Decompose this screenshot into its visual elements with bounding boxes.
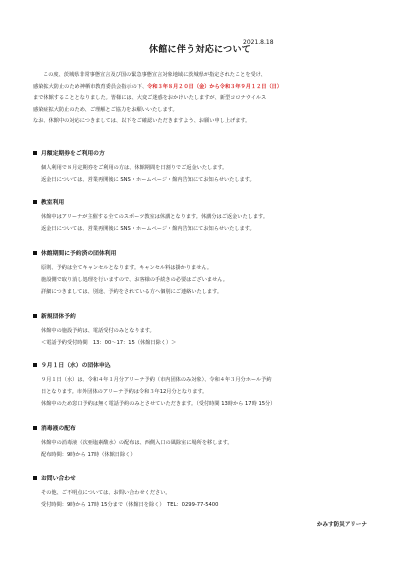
section-line: 返金日については、営業再開後に SNS・ホームページ・館内告知にてお知らせいたします。 xyxy=(41,177,255,184)
section-line: 休館中の施設予約は、電話受付のみとなります。 xyxy=(41,327,155,334)
section-new-group-booking xyxy=(33,311,378,349)
title-row xyxy=(0,37,400,56)
section-contact xyxy=(33,473,378,511)
section-disinfectant xyxy=(33,423,378,461)
section-line: 返金日については、営業再開後に SNS・ホームページ・館内告知にてお知らせいたします。 xyxy=(41,226,255,233)
intro-text: 感染拡大防止のため神栖市教育委員会指示の下、 xyxy=(33,83,148,90)
square-bullet-icon xyxy=(33,251,37,255)
section-line: 休館中のため窓口予約は無く電話予約のみとさせていただきます。（受付時間 13時から 17時 15分） xyxy=(41,401,276,408)
section-line: 休館中はアリーナが主催する全てのスポーツ教室は休講となります。休講分はご返金いたします。 xyxy=(41,213,269,220)
section-line: 施設側で取り消し処理を行いますので、お客様の手続きの必要はございません。 xyxy=(41,277,228,284)
section-heading: 消毒液の配布 xyxy=(33,423,378,435)
section-line: 受付時間：9時から 17時 15分まで（休館日を除く） TEL：0299-77-5400 xyxy=(41,502,219,509)
section-classes xyxy=(33,197,378,235)
section-line: ９月１日（水）は、令和４年１月分アリーナ予約（市内団体のみ対象）、令和４年３月分ホール予約 xyxy=(41,376,272,383)
section-heading: 月額定期券をご利用の方 xyxy=(33,148,378,160)
section-body xyxy=(33,325,378,350)
section-heading: お問い合わせ xyxy=(33,473,378,485)
square-bullet-icon xyxy=(33,151,37,155)
section-group-reservations xyxy=(33,248,378,299)
page-title: 休館に伴う対応について xyxy=(148,45,252,55)
section-body xyxy=(33,211,378,236)
document-date: 2021.8.18 xyxy=(243,39,274,46)
closure-period: 令和３年８月２０日（金）から令和３年９月１２日（日） xyxy=(147,83,283,90)
section-line: 配布時間：9時から 17時（休館日除く） xyxy=(41,452,136,459)
square-bullet-icon xyxy=(33,476,37,480)
section-body xyxy=(33,162,378,187)
section-body xyxy=(33,374,378,411)
intro-line: なお、休館中の対応につきましては、以下をご確認いただきますよう、お願い申し上げます。 xyxy=(33,118,251,125)
section-body xyxy=(33,262,378,299)
square-bullet-icon xyxy=(33,426,37,430)
intro-paragraph xyxy=(33,70,373,128)
section-line: 休館中の消毒液（次亜塩素酸水）の配布は、西側入口の風除室に場所を移します。 xyxy=(41,439,233,446)
section-heading: ９月１日（水）の団体申込 xyxy=(33,360,378,372)
square-bullet-icon xyxy=(33,200,37,204)
section-line: ＜電話予約受付時間 13：00～17：15（休館日除く）＞ xyxy=(41,340,177,347)
organization-signature: かみす防災アリーナ xyxy=(316,522,367,528)
intro-line: 感染症拡大防止のため、ご理解とご協力をお願いいたします。 xyxy=(33,106,178,113)
square-bullet-icon xyxy=(33,314,37,318)
intro-line: この度、茨城県非常事態宣言及び国の緊急事態宣言対象地域に茨城県が指定されたことを受け、 xyxy=(43,72,266,78)
section-line: 詳細につきましては、別途、予約をされている方へ個別にご連絡いたします。 xyxy=(41,289,223,296)
section-heading: 休館期間に予約済の団体利用 xyxy=(33,248,378,260)
section-line: 原則、予約は全てキャンセルとなります。キャンセル料は掛かりません。 xyxy=(41,264,213,271)
section-body xyxy=(33,487,378,512)
section-heading: 新規団体予約 xyxy=(33,311,378,323)
square-bullet-icon xyxy=(33,363,37,367)
intro-line: まで休館することとなりました。皆様には、大変ご迷惑をおかけいたしますが、新型コロナウイルス xyxy=(33,95,267,102)
section-line: 個人利用で８月定期券をご利用の方は、休館期間を日割りでご返金いたします。 xyxy=(41,164,228,171)
section-line: その他、ご不明点については、お問い合わせください。 xyxy=(41,489,171,496)
section-line: 日となります。市外団体のアリーナ予約は令和３年12月分となります。 xyxy=(41,389,208,396)
section-body xyxy=(33,437,378,462)
section-heading: 教室利用 xyxy=(33,197,378,209)
section-monthly-pass xyxy=(33,148,378,186)
section-sept-applications xyxy=(33,360,378,411)
intro-line xyxy=(33,82,373,94)
